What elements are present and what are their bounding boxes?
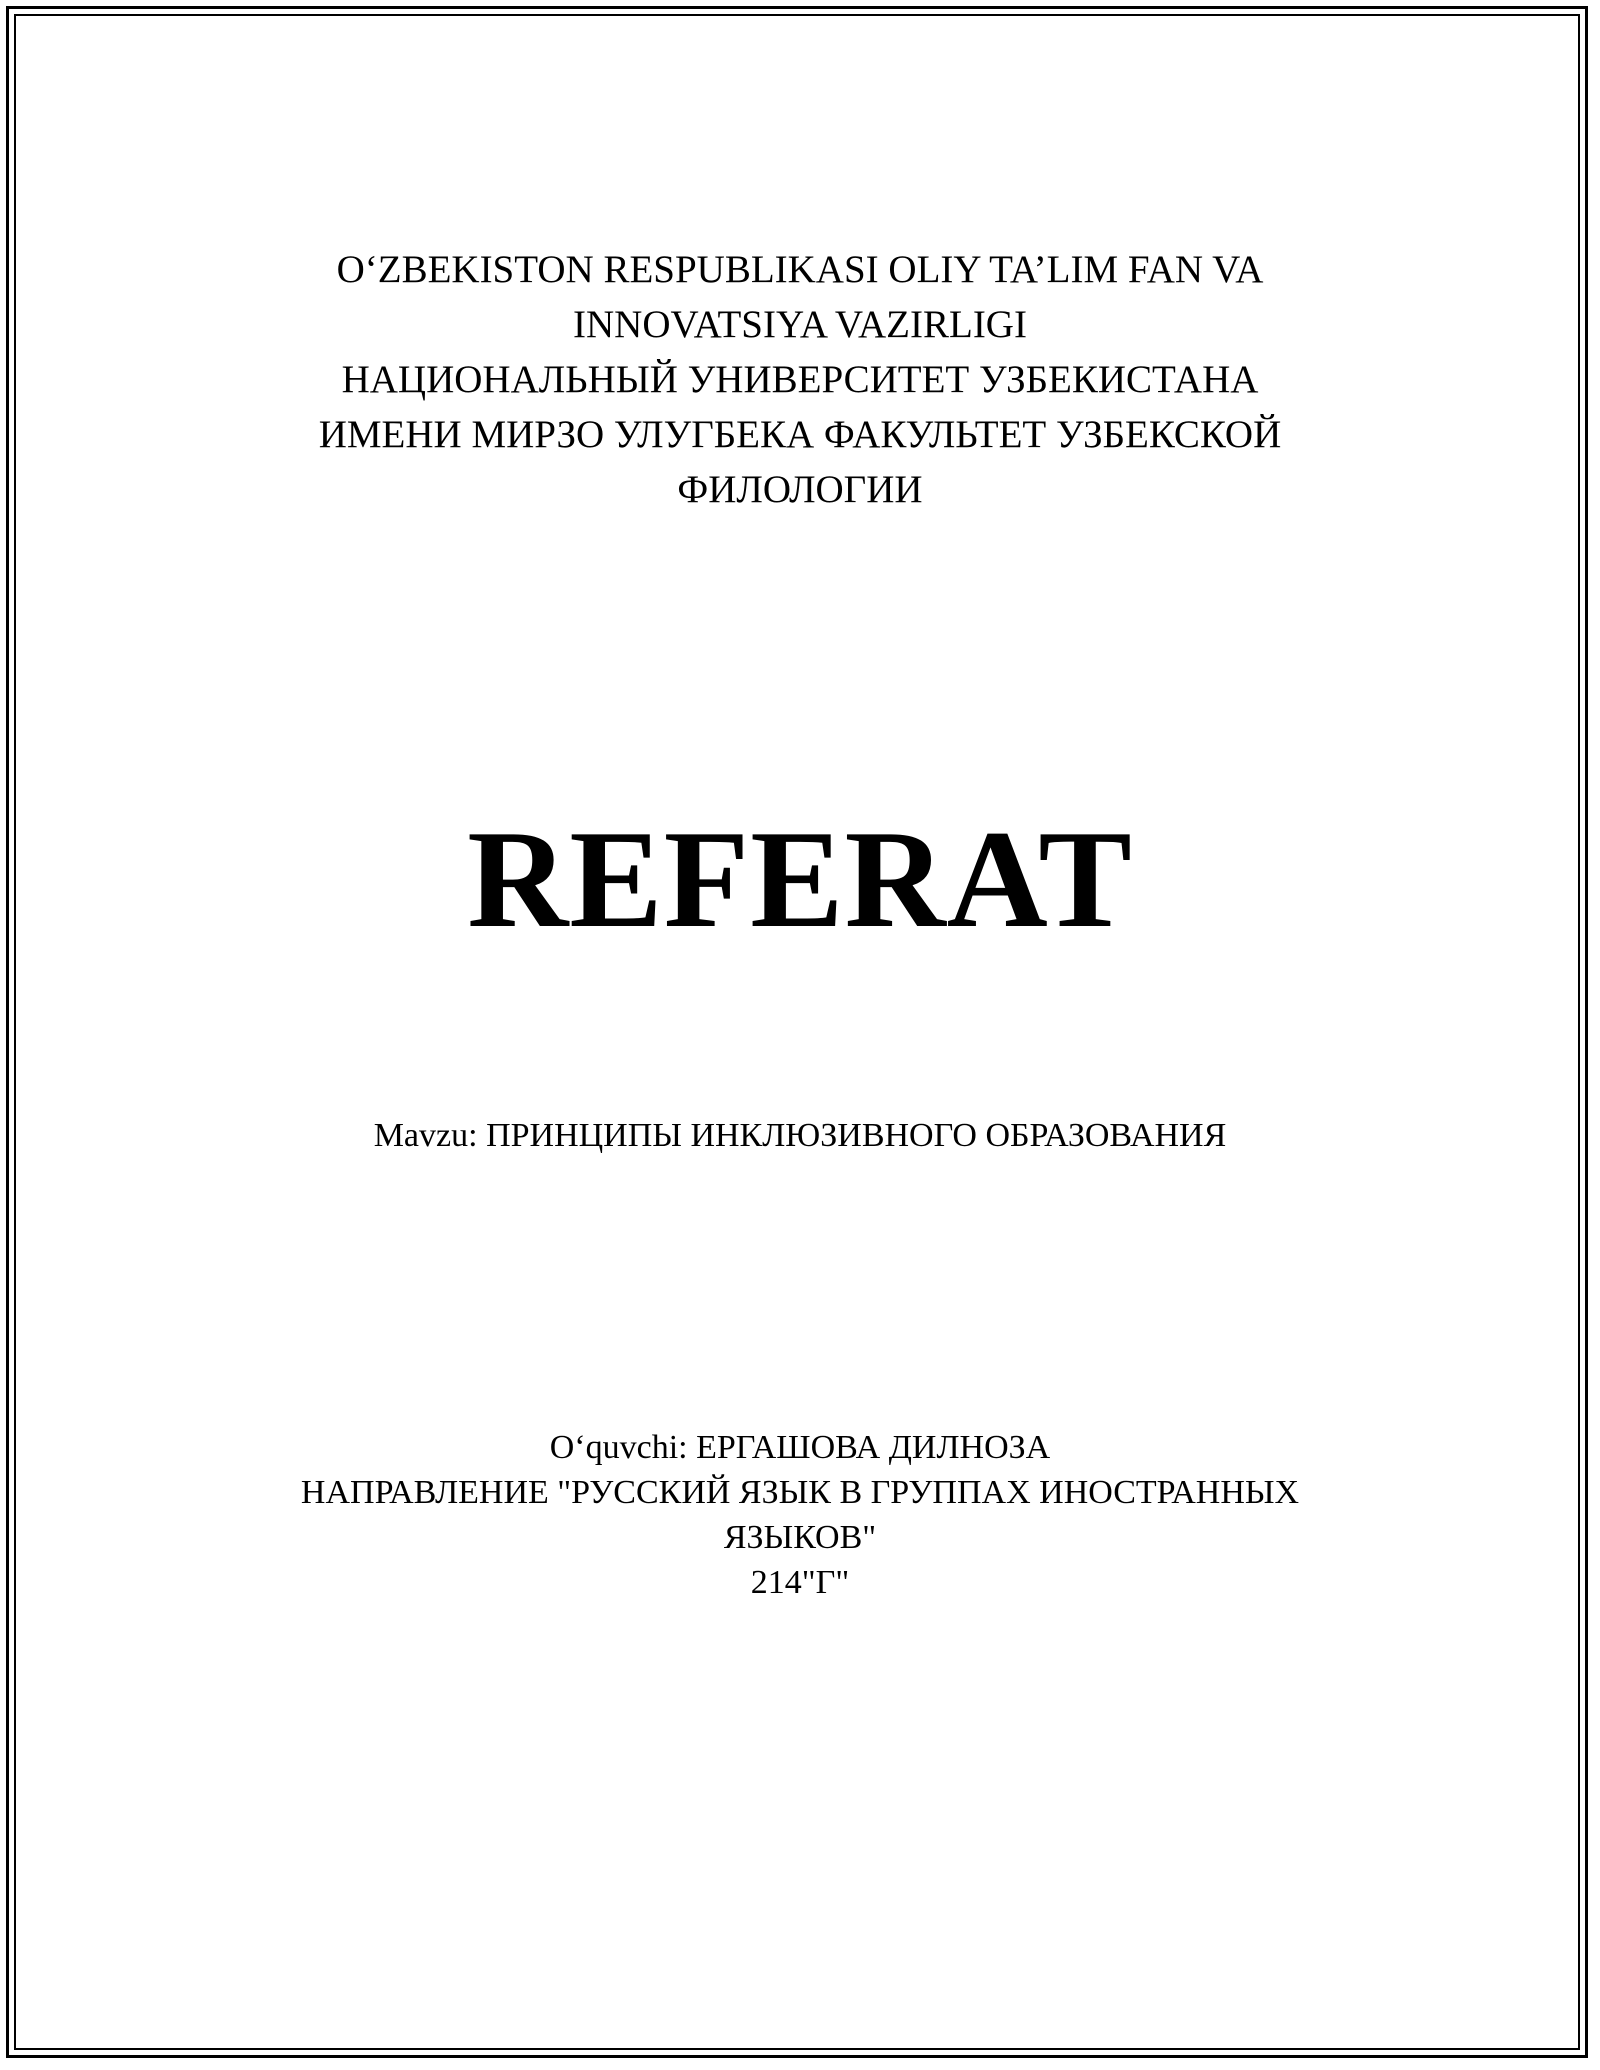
- topic-label: Mavzu:: [373, 1117, 478, 1154]
- header-line: INNOVATSIYA VAZIRLIGI: [573, 303, 1027, 346]
- institution-header: [220, 242, 1380, 517]
- student-name-line: [220, 1425, 1380, 1470]
- direction-line: ЯЗЫКОВ": [723, 1519, 877, 1556]
- topic-line: [220, 1113, 1380, 1159]
- header-line: ИМЕНИ МИРЗО УЛУГБЕКА ФАКУЛЬТЕТ УЗБЕКСКОЙ: [318, 413, 1282, 456]
- topic-value: ПРИНЦИПЫ ИНКЛЮЗИВНОГО ОБРАЗОВАНИЯ: [486, 1117, 1227, 1154]
- student-name: ЕРГАШОВА ДИЛНОЗА: [696, 1429, 1051, 1466]
- document-title: REFERAT: [467, 802, 1133, 957]
- header-line: ФИЛОЛОГИИ: [677, 468, 923, 511]
- student-label: O‘quvchi:: [549, 1429, 688, 1466]
- direction-line: НАПРАВЛЕНИЕ "РУССКИЙ ЯЗЫК В ГРУППАХ ИНОСТРАННЫХ: [300, 1474, 1300, 1511]
- header-line: O‘ZBEKISTON RESPUBLIKASI OLIY TA’LIM FAN VA: [336, 248, 1264, 291]
- student-info: [220, 1425, 1380, 1605]
- header-line: НАЦИОНАЛЬНЫЙ УНИВЕРСИТЕТ УЗБЕКИСТАНА: [341, 358, 1259, 401]
- group-number: 214"Г": [750, 1564, 850, 1601]
